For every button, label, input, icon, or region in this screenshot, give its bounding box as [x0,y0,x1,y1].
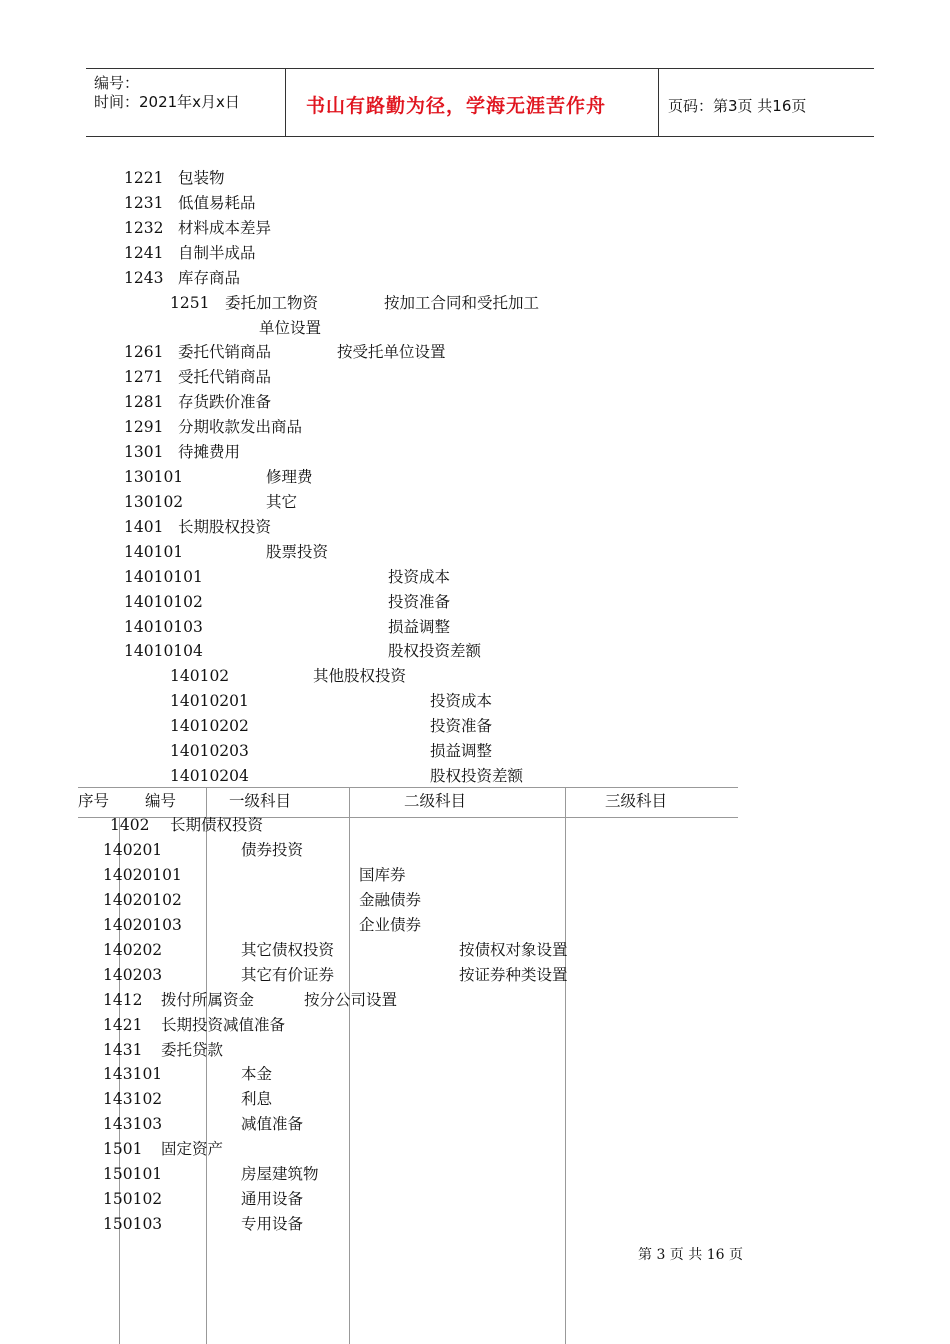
account-code: 130101 [124,468,184,486]
account-name: 库存商品 [178,269,241,287]
account-name: 其它债权投资 [241,941,335,959]
account-code: 14010101 [124,568,203,586]
page-number-label: 页码：第3页 共16页 [668,97,807,115]
account-code: 1501 [103,1140,143,1158]
account-code: 1421 [103,1016,143,1034]
account-code: 14010102 [124,593,203,611]
account-name: 其他股权投资 [313,667,407,685]
account-name: 损益调整 [388,618,451,636]
account-code: 143101 [103,1065,163,1083]
account-code: 1402 [110,816,150,834]
account-code: 14010204 [170,767,249,785]
account-note: 按证券种类设置 [459,966,568,984]
column-header-level1: 一级科目 [229,792,292,810]
table-rule [78,787,738,788]
account-name: 投资准备 [430,717,493,735]
account-name: 股权投资差额 [388,642,482,660]
header-divider [658,69,659,136]
account-note: 按受托单位设置 [337,343,446,361]
column-header-index: 序号 [78,792,110,810]
account-code: 1301 [124,443,164,461]
account-code: 1271 [124,368,164,386]
table-column-line [349,787,350,1344]
column-header-code: 编号 [145,792,177,810]
account-name: 其它 [266,493,298,511]
motto: 书山有路勤为径，学海无涯苦作舟 [306,95,607,117]
account-name: 房屋建筑物 [241,1165,319,1183]
account-name: 拨付所属资金 [161,991,255,1009]
account-name: 待摊费用 [178,443,241,461]
account-code: 1261 [124,343,164,361]
account-name: 其它有价证券 [241,966,335,984]
account-name: 长期债权投资 [170,816,264,834]
account-note: 按加工合同和受托加工 [384,294,540,312]
account-name: 委托代销商品 [178,343,272,361]
account-code: 140201 [103,841,163,859]
account-code: 143102 [103,1090,163,1108]
account-name: 专用设备 [241,1215,304,1233]
account-name: 修理费 [266,468,313,486]
column-header-level2: 二级科目 [404,792,467,810]
account-code: 150102 [103,1190,163,1208]
column-header-level3: 三级科目 [605,792,668,810]
account-name: 低值易耗品 [178,194,256,212]
account-name: 自制半成品 [178,244,256,262]
account-code: 14010103 [124,618,203,636]
account-name: 损益调整 [430,742,493,760]
account-code: 14020103 [103,916,182,934]
account-code: 143103 [103,1115,163,1133]
table-column-line [206,787,207,1344]
account-code: 1243 [124,269,164,287]
account-name: 长期投资减值准备 [161,1016,286,1034]
account-code: 1221 [124,169,164,187]
account-code: 140101 [124,543,184,561]
account-code: 14010203 [170,742,249,760]
account-note: 按债权对象设置 [459,941,568,959]
account-name: 债券投资 [241,841,304,859]
account-code: 1412 [103,991,143,1009]
account-code: 1291 [124,418,164,436]
account-name: 本金 [241,1065,273,1083]
account-code: 14020101 [103,866,182,884]
account-name: 投资准备 [388,593,451,611]
account-code: 140102 [170,667,230,685]
account-code: 1431 [103,1041,143,1059]
account-name: 委托贷款 [161,1041,224,1059]
account-code: 1251 [170,294,210,312]
account-code: 1401 [124,518,164,536]
account-code: 14010104 [124,642,203,660]
account-code: 1232 [124,219,164,237]
account-name: 股票投资 [266,543,329,561]
account-code: 14010201 [170,692,249,710]
account-name: 固定资产 [161,1140,224,1158]
account-note: 单位设置 [259,319,322,337]
account-name: 材料成本差异 [178,219,272,237]
account-code: 130102 [124,493,184,511]
account-name: 股权投资差额 [430,767,524,785]
account-name: 企业债券 [359,916,422,934]
page-footer: 第 3 页 共 16 页 [638,1247,743,1263]
account-code: 1241 [124,244,164,262]
account-code: 150101 [103,1165,163,1183]
account-code: 14010202 [170,717,249,735]
serial-label: 编号： [94,74,140,92]
account-name: 长期股权投资 [178,518,272,536]
header-divider [285,69,286,136]
account-name: 利息 [241,1090,273,1108]
account-name: 存货跌价准备 [178,393,272,411]
account-name: 减值准备 [241,1115,304,1133]
account-code: 1281 [124,393,164,411]
account-name: 国库券 [359,866,406,884]
account-code: 14020102 [103,891,182,909]
account-name: 金融债券 [359,891,422,909]
account-code: 150103 [103,1215,163,1233]
account-code: 1231 [124,194,164,212]
account-name: 分期收款发出商品 [178,418,303,436]
table-column-line [565,787,566,1344]
account-name: 通用设备 [241,1190,304,1208]
account-name: 受托代销商品 [178,368,272,386]
account-name: 包装物 [178,169,225,187]
account-name: 委托加工物资 [225,294,319,312]
time-label: 时间：2021年x月x日 [94,93,240,111]
account-name: 投资成本 [388,568,451,586]
account-name: 投资成本 [430,692,493,710]
account-code: 140202 [103,941,163,959]
account-code: 140203 [103,966,163,984]
account-note: 按分公司设置 [304,991,398,1009]
